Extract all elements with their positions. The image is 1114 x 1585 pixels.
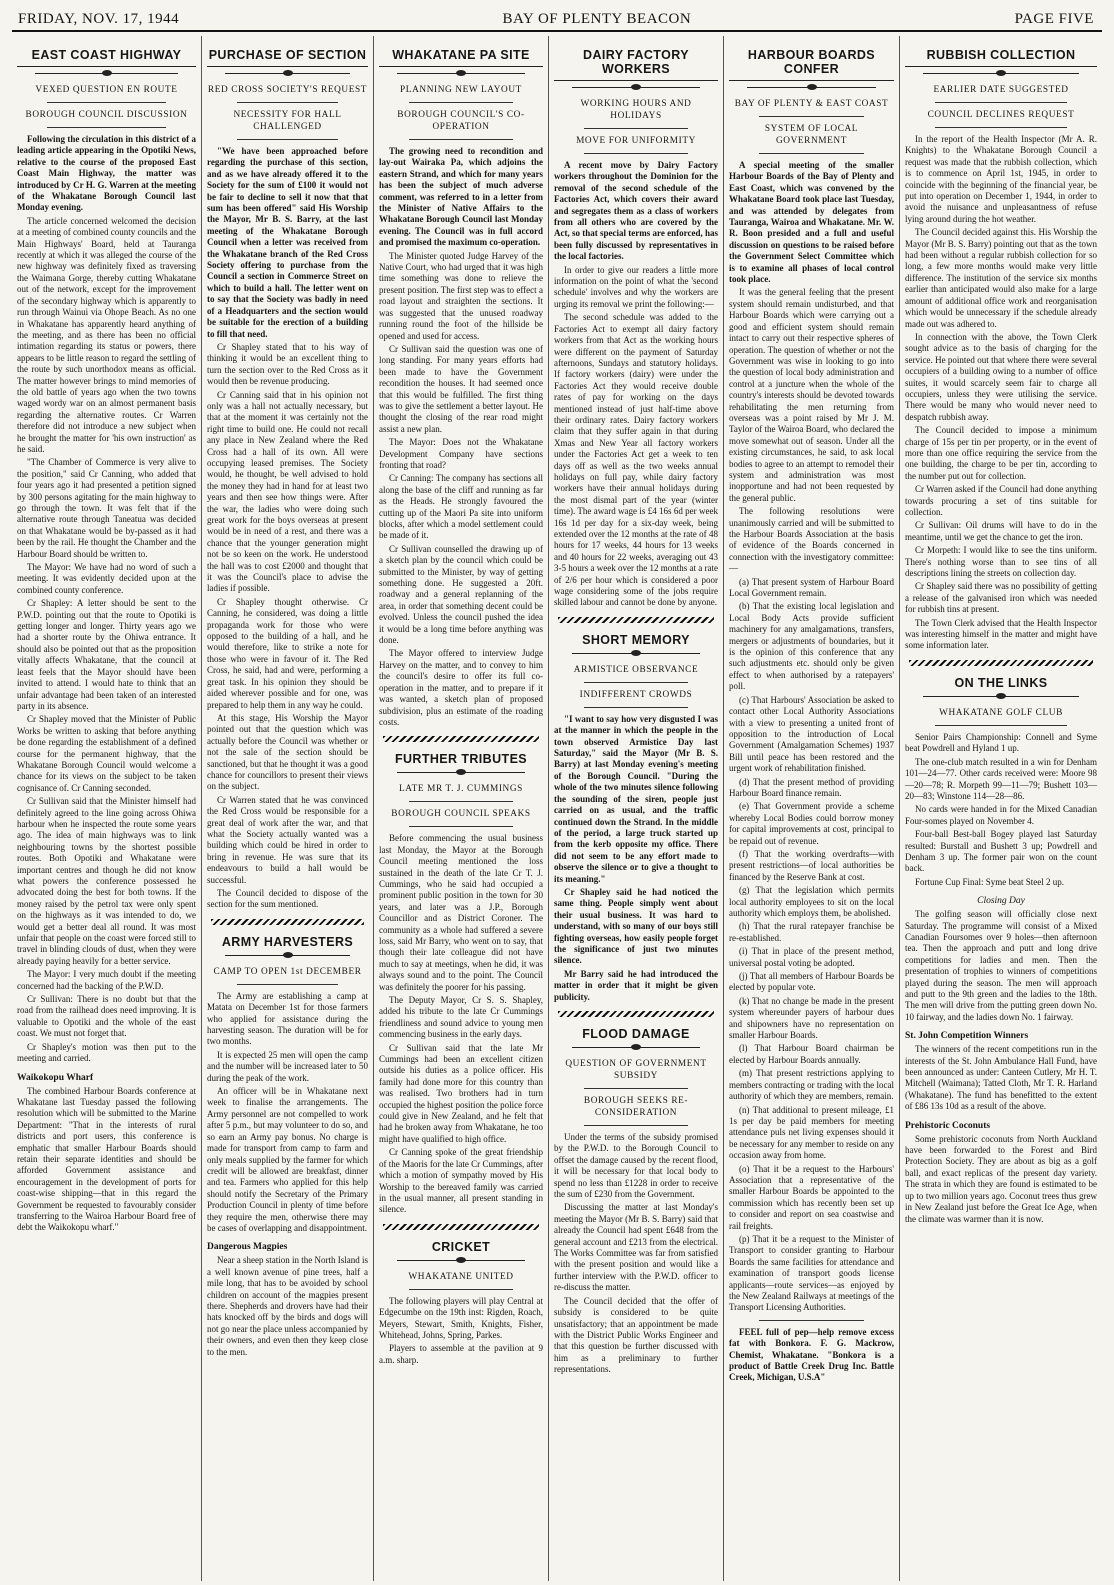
subheading: COUNCIL DECLINES REQUEST [927, 110, 1075, 120]
paragraph: Under the terms of the subsidy promised by the P.W.D. to the Borough Council to offset the damage caused by the recent flood, it will be necessary for that local body to spend no less than £1228 in order to receive the sum of £230 from the Government. [554, 1132, 718, 1200]
divider-ornament [572, 83, 700, 93]
divider [759, 153, 864, 154]
subheading: BOROUGH COUNCIL DISCUSSION [25, 110, 188, 120]
divider-ornament [572, 649, 700, 659]
columns [12, 36, 1102, 1581]
divider [409, 1289, 513, 1290]
paragraph: Four-ball Best-ball Bogey played last Saturday resulted: Burstall and Bushett 3 up; Powdrell and Denham 3 up. The former pair won on the count back. [905, 829, 1097, 874]
paragraph: The Mayor offered to interview Judge Harvey on the matter, and to convey to him the council's desire to offer its full co-operation in the matter, and to prepare if it was wanted, a sketch plan of proposed subdivision, plus an estimate of the roading costs. [379, 648, 543, 727]
paragraph: The article concerned welcomed the decision at a meeting of combined county councils and the Main Highways' Board, held at Tauranga recently at which it was alleged the course of the new highway was definitely fixed as traversing the Waimana Gorge, thereby cutting Whakatane out of the network, except for the improvement of the secondary highway which is apparently to run through Wainui via Ohope Beach. As no one in Whakatane has apparently heard anything of the meeting, and as there has been no official intimation regarding its status or powers, there appears to be little reason to regard the settling of the route by such unorthodox means as official. The matter however brings to mind memories of the old battle of years ago when the two towns waged wordy war on an almost permanent basis regarding the alternative routes. Cr Warren therefore did not introduce a new subject when he brought the matter for 'his own instruction' as he said. [17, 215, 196, 454]
divider [584, 707, 688, 708]
divider [237, 139, 338, 140]
article-title: FURTHER TRIBUTES [394, 752, 528, 767]
divider [584, 1088, 688, 1089]
divider [584, 682, 688, 683]
resolution-item: (j) That all members of Harbour Boards be elected by popular vote. [729, 971, 894, 993]
paragraph: In order to give our readers a little more information on the point of what the 'second schedule' involves and why the workers are urging its removal we print the following:— [554, 264, 718, 309]
paragraph: Cr Canning said that in his opinion not only was a hall not actually necessary, but that at the moment it was certainly not the right time to build one. He could not recall any place in New Zealand where the Red Cross had a hall of its own. All were occupying leased premises. The Society would, he thought, be well advised to hold the money they had in hand for at least two years and then see how things were. After the war, the ladies who were doing such great work for the boys overseas at present would be in need of a rest, and there was a chance that the younger generation might not be so keen on the work. He understood the hall was to cost £2000 and thought that it was the Council's place to advise the ladies if possible. [207, 389, 368, 594]
paragraph: Discussing the matter at last Monday's meeting the Mayor (Mr B. S. Barry) said that already the Council had spent £648 from the general account and £213 from the electrical. The Works Committee was far from satisfied with the present position and would like a further interview with the P.W.D. officer to re-discuss the matter. [554, 1202, 718, 1293]
divider-ornament [923, 69, 1079, 79]
column-purchase-of-section [202, 36, 374, 1581]
subheading: MOVE FOR UNIFORMITY [576, 136, 696, 146]
resolution-item: (k) That no change be made in the present system whereunder payers of harbour dues and shipowners have no representation on smaller Harbour Boards. [729, 995, 894, 1041]
subheading: CAMP TO OPEN 1st DECEMBER [213, 966, 362, 977]
paragraph: Near a sheep station in the North Island is a well known avenue of pine trees, half a mile long, that has to be avoided by school children on account of the magpies present there. Shepherds and drovers have had their hats knocked off by the birds and dogs will not go near the place unless accompanied by their owners, and even then they keep close to the men. [207, 1255, 368, 1357]
divider-ornament [397, 69, 525, 79]
divider [237, 102, 338, 103]
paragraph: Cr Shapley said he had noticed the same thing. People simply went about their usual business. It was hard to understand, with so many of our boys still fighting overseas, how easily people forget the significance of just two minutes silence. [554, 886, 718, 966]
paragraph: The Council decided to dispose of the section for the sum mentioned. [207, 888, 368, 910]
divider [935, 725, 1067, 726]
paragraph: Fortune Cup Final: Syme beat Steel 2 up. [915, 876, 1064, 887]
divider [47, 127, 166, 128]
subheading: RED CROSS SOCIETY'S REQUEST [207, 85, 368, 95]
paragraph: The Mayor: We have had no word of such a meeting. It was evidently decided upon at the combined county conference. [17, 562, 196, 595]
subheading: QUESTION OF GOVERNMENT SUBSIDY [565, 1059, 707, 1081]
subheading: ARMISTICE OBSERVANCE [573, 664, 699, 675]
resolution-item: (m) That present restrictions applying to members contracting or trading with the local authority of which they are members, remain. [729, 1068, 894, 1102]
resolution-item: (i) That in place of the present method, universal postal voting be adopted. [729, 946, 894, 968]
subheading: LATE MR T. J. CUMMINGS [399, 784, 523, 795]
paragraph: Before commencing the usual business last Monday, the Mayor at the Borough Council meeting mentioned the loss sustained in the death of the late Cr T. J. Cummings, who he said had occupied a prominent public position in the town for 30 years, and later was a J.P., Borough Councillor and as District Coroner. The community as a whole had suffered a severe loss, said Mr Barry, who went on to say, that though their late colleague did not have much to say at meetings, when he did, it was always sound and to the point. The Council was definitely the poorer for his passing. [379, 833, 543, 992]
paragraph: Some prehistoric coconuts from North Auckland have been forwarded to the Forest and Bird Protection Society. They are about as big as a golf ball, and exact replicas of the present day variety. The strata in which they are found is estimated to be up to two million years ago. Coconut trees thus grew in New Zealand just before the Great Ice Age, when the climate was warmer than it is now. [905, 1133, 1097, 1224]
side-heading: Dangerous Magpies [207, 1242, 288, 1253]
paragraph: The Mayor: Does not the Whakatane Development Company have sections fronting that road? [379, 437, 543, 470]
resolution-item: (d) That the present method of providing Harbour Board finance remain. [729, 776, 894, 798]
subheading: INDIFFERENT CROWDS [579, 689, 693, 700]
paragraph: The combined Harbour Boards conference at Whakatane last Tuesday passed the following resolution which will be submitted to the Marine Department: "That in the interests of rural districts and port users, this conference is emphatic that smaller Harbour Boards should retain their separate identities and should be afforded Government assistance and encouragement in the development of ports for coast-wise shipping—that in this regard the Government be requested to favourably consider transferring to the Wairoa Harbour Board free of debt the Waikokopu wharf." [17, 1085, 196, 1233]
paragraph: The Deputy Mayor, Cr S. S. Shapley, added his tribute to the late Cr Cummings friendliness and sound advice to young men commencing business in the early days. [379, 995, 543, 1040]
lead-paragraph: A recent move by Dairy Factory workers throughout the Dominion for the removal of the second schedule of the Factories Act, which covers their award and segregates them as a class of workers from all others who are covered by the Act, so that special terms are enforced, has been fully discussed by representatives in the local factories. [554, 160, 718, 262]
article-title: WHAKATANE PA SITE [379, 36, 543, 67]
paragraph: Senior Pairs Championship: Connell and Syme beat Powdrell and Hyland 1 up. [905, 731, 1097, 754]
article-title: CRICKET [431, 1239, 491, 1254]
resolution-item: (n) That additional to present mileage, £1 1s per day be paid members for meeting attendance puls net living expenses should it be necessary for any member to reside on any occasion away from home. [729, 1104, 894, 1161]
article-title: ON THE LINKS [954, 675, 1048, 690]
lead-paragraph: The growing need to recondition and lay-out Wairaka Pa, which adjoins the eastern Strand, and which for many years has been the subject of much adverse comment, was referred to in a letter from the Minister of Native Affairs to the Whakatane Borough Council last Monday evening. The Council was in full accord and promised the maximum co-operation. [379, 146, 543, 248]
paragraph: In the report of the Health Inspector (Mr A. R. Knights) to the Whakatane Borough Council a request was made that the rubbish collection, which is to commence on April 1st, 1945, in order to coincide with the beginning of the financial year, be put into operation on December 1, 1944, in order to avoid the nuisance and unpleasantness of refuse lying around during the hot weather. [905, 134, 1097, 224]
divider [409, 102, 513, 103]
divider [409, 801, 513, 802]
paragraph: The Mayor: I very much doubt if the meeting concerned had the backing of the P.W.D. [17, 969, 196, 991]
divider-ornament [397, 768, 525, 778]
paragraph: Cr Warren asked if the Council had done anything towards procuring a set of tins suitable for collection. [905, 484, 1097, 517]
paragraph: Cr Shapley moved that the Minister of Public Works be written to asking that before anything be done regarding the establishment of a defined course for the permanent highway, that the Whakatane Borough Council would welcome a chance for its views on the subject to be taken cognisance of. Cr Canning seconded. [17, 714, 196, 793]
paragraph: The winners of the recent competitions run in the interests of the St. John Ambulance Hall Fund, have been announced as under: Canteen Cutlery, Mr H. T. Mitchell (Waimana); Tatted Cloth, Mr T. R. Harland (Whakatane). The fund has benefitted to the extent of £86 13s 10d as a result of the above. [905, 1044, 1097, 1112]
divider [237, 984, 338, 985]
divider-ornament [572, 1043, 700, 1053]
resolution-item: (a) That present system of Harbour Board Local Government remain. [729, 576, 894, 599]
resolution-item: (g) That the legislation which permits local authority employees to sit on the local authority which employs them, be abolished. [729, 885, 894, 918]
section-divider [211, 919, 364, 925]
paragraph: Players to assemble at the pavilion at 9 a.m. sharp. [379, 1343, 543, 1365]
subheading: WHAKATANE GOLF CLUB [939, 707, 1063, 718]
paragraph: Cr Shapley said there was no possibility of getting a release of the galvanised iron which was needed for rubbish tins at present. [905, 581, 1097, 615]
side-heading: St. John Competition Winners [905, 1031, 1029, 1042]
divider-ornament [225, 951, 350, 961]
subheading: SYSTEM OF LOCAL GOVERNMENT [764, 124, 859, 146]
resolution-item: (e) That Government provide a scheme whereby Local Bodies could borrow money for capital improvements at cost, principal to be repaid out of revenue. [729, 801, 894, 846]
paragraph: At this stage, His Worship the Mayor pointed out that the question which was actually before the Council was whether or not the sale of the section should be sanctioned, but that he thought it was a good chance for councillors to present their views on the subject. [207, 712, 368, 792]
paragraph: Cr Sullivan counselled the drawing up of a sketch plan by the council which could be submitted to the Minister, by way of getting something done. He suggested a 20ft. roadway and a general replanning of the area, in order that something decent could be evolved. Unless the council pushed the idea it would be a long time before anything was done. [379, 543, 543, 646]
article-title: PURCHASE OF SECTION [207, 36, 368, 67]
paragraph: Cr Shapley thought otherwise. Cr Canning, he considered, was doing a little propaganda work for those who were opposed to the building of a hall, and he would therefore, like to strike a note for those who were in favour of it. The Red Cross, he said, had and were, performing a great task. In his opinion they should be aided wherever possible and for one, was prepared to help them in any way he could. [207, 596, 368, 710]
section-divider [558, 1011, 714, 1017]
resolution-item: (b) That the existing local legislation and Local Body Acts provide sufficient machinery for any amalgamations, transfers, mergers or adjustments of boundaries, but it is the opinion of this conference that any such adjustments etc. should only be given effect to when authorised by a ratepayers' poll. [729, 601, 894, 692]
column-east-coast-highway [12, 36, 202, 1581]
article-title: FLOOD DAMAGE [582, 1027, 690, 1041]
paragraph: Mr Barry said he had introduced the matter in order that it might be given publicity. [554, 968, 718, 1002]
paragraph: It is expected 25 men will open the camp and the number will be increased later to 50 during the peak of the work. [207, 1049, 368, 1083]
subheading: BOROUGH COUNCIL SPEAKS [391, 809, 531, 820]
article-title: EAST COAST HIGHWAY [17, 36, 196, 67]
article-title: RUBBISH COLLECTION [905, 36, 1097, 67]
divider [409, 139, 513, 140]
divider [935, 102, 1067, 103]
side-heading: Waikokopu Wharf [17, 1072, 94, 1083]
newspaper-name: BAY OF PLENTY BEACON [502, 11, 692, 27]
paragraph: No cards were handed in for the Mixed Canadian Four-somes played on November 4. [905, 804, 1097, 826]
subheading: EARLIER DATE SUGGESTED [933, 85, 1069, 95]
paragraph: Cr Canning: The company has sections all along the base of the cliff and running as far as the Heads. He strongly favoured the cutting up of the Maori Pa site into uniform blocks, after which a model settlement could be made of it. [379, 473, 543, 541]
section-divider [558, 617, 714, 623]
subheading: VEXED QUESTION EN ROUTE [35, 85, 178, 95]
subheading: WORKING HOURS AND HOLIDAYS [580, 99, 692, 121]
resolution-item: (f) That the working overdrafts—with present restrictions—of local authorities be financed by the Reserve Bank at cost. [729, 848, 894, 882]
paragraph: The Minister quoted Judge Harvey of the Native Court, who had urged that it was high time something was done to relieve the present position. The first step was to effect a road layout and straighten the sections. It was suggested that the unused roadway running round the foot of the hillside be opened and used for access. [379, 250, 543, 341]
divider [584, 1125, 688, 1126]
resolution-item: (o) That it be a request to the Harbours' Association that a representative of the smaller Harbour Boards be appointed to the commission which has recently been set up to consider and report on sea coastwise and rail freights. [729, 1163, 894, 1231]
divider [409, 826, 513, 827]
masthead [12, 6, 1102, 32]
subheading: BAY OF PLENTY & EAST COAST [734, 99, 889, 109]
divider [935, 127, 1067, 128]
divider-ornament [35, 69, 178, 79]
paragraph: Cr Shapley stated that to his way of thinking it would be an excellent thing to turn the section over to the Red Cross as it would then be revenue producing. [207, 341, 368, 387]
paragraph: Cr Shapley: A letter should be sent to the P.W.D. pointing out that the route to Opotiki is getting longer and longer. Thirty years ago we had a shorter route by the Ohiwa entrance. It should also be pointed out that as the proposition vitally affects Whakatane, that the council at least feels that the Mayor should have been invited to attend. I would hate to think that an unfair advantage had been taken of an interested party in its absence. [17, 598, 196, 711]
article-title: ARMY HARVESTERS [221, 934, 354, 949]
column-dairy-factory-workers [549, 36, 724, 1581]
paragraph: Cr Sullivan: Oil drums will have to do in the meantime, until we get the chance to get the iron. [905, 520, 1097, 542]
section-divider [383, 1224, 539, 1230]
subheading: PLANNING NEW LAYOUT [400, 85, 522, 95]
paragraph: Cr Sullivan said the question was one of long standing. For many years efforts had been made to have the Government recondition the houses. It had seemed once that this would be fulfilled. The first thing was to give the settlement a better layout. He thought the closing of the rear road might assist a new plan. [379, 343, 543, 434]
side-heading: Prehistoric Coconuts [905, 1120, 991, 1131]
paragraph: The one-club match resulted in a win for Denham 101—24—77. Other cards received were: Moore 98—20—78; R. Morpeth 99—11—79; Bushett 103—20—83; Winstone 114—28—86. [905, 756, 1097, 801]
paragraph: "The Chamber of Commerce is very alive to the position," said Cr Canning, who added that four years ago it had presented a petition signed by 300 persons agitating for the main highway to go through the town. It was felt that if the alternative route through Taneatua was decided on that Whakatane would be by-passed as it had been by the rail. He thought the Chamber and the Harbour Board should be written to. [17, 457, 196, 559]
divider-ornament [747, 83, 876, 93]
paragraph: It was the general feeling that the present system should remain undisturbed, and that Harbour Boards which were carrying out a good and efficient system should remain intact to carry out their respective spheres of operation. The question of whether or not the Government was wise in looking to go into the question of local body administration and control at a juncture when the whole of the country's interests should be devoted towards rehabilitating the men returning from overseas was a point raised by Mr J. M. Taylor of the Wairoa Board, who declared the move somewhat out of season. Under all the existing circumstances, he said, to ask local bodies to agree to an attempt to remodel their system and administration was most inopportune and had not been requested by the general public. [729, 287, 894, 503]
paragraph: Cr Sullivan said that the Minister himself had definitely agreed to the line going across Ohiwa harbour when he inspected the route some years ago. The idea of main highways was to link neighbouring towns by the shortest possible routes. Both Opotiki and Whakatane were important centres and though he did not know what powers the conference possessed he advocated doing the best for both towns. If the money raised by the petrol tax were only spent on the highways as it was intended to do, we would get a better deal all round. It was most unfair that people on the coast were forced still to travel in blinding clouds of dust, when they were already paying heavily for a better service. [17, 796, 196, 966]
paragraph: Cr Shapley's motion was then put to the meeting and carried. [17, 1041, 196, 1064]
paragraph: Cr Sullivan: There is no doubt but that the road from the railhead does need improving. It is valuable to Opotiki and the whole of the east coast. We must not forget that. [17, 994, 196, 1039]
paragraph: The Council decided that the offer of subsidy is considered to be quite unsatisfactory; that an appointment be made with the District Public Works Engineer and that this question be further discussed with him as a preliminary to further representations. [554, 1295, 718, 1375]
paragraph: Cr Warren stated that he was convinced the Red Cross would be responsible for a great deal of work after the war, and that what the Society actually wanted was a building which could be hired in order to bring in revenue. He was sure that its endeavours to build a hall would be successful. [207, 794, 368, 885]
issue-date: FRIDAY, NOV. 17, 1944 [18, 11, 180, 27]
advertisement: FEEL full of pep—help remove excess fat with Bonkora. F. G. Mackrow, Chemist, Whakatane. "Bonkora is a product of Battle Creek Drug Inc. Battle Creek, Michigan, U.S.A" [729, 1326, 894, 1383]
article-title: DAIRY FACTORY WORKERS [554, 36, 718, 81]
subheading: NECESSITY FOR HALL CHALLENGED [233, 110, 342, 132]
article-title: SHORT MEMORY [582, 632, 690, 647]
paragraph: The golfing season will officially close next Saturday. The programme will consist of a Mixed Canadian Foursomes over 9 holes—then afternoon tea. Then the approach and putt and long drive competitions for ladies and men. Then the presentation of trophies to winners of competitions played during the season. The men will approach and putt to the 9th green and the ladies to the 18th. The men will drive from the putting green down No. 10 fairway, and the ladies down No. 1 fairway. [905, 909, 1097, 1022]
subheading: WHAKATANE UNITED [408, 1271, 514, 1282]
paragraph: In connection with the above, the Town Clerk sought advice as to the basis of charging for the service. He pointed out that where there were several occupiers of a building owing to a number of office suites, it would scarcely seem fair to charge all occupiers, unless they were utilising the service. There would be many who would never need to despatch rubbish away. [905, 331, 1097, 422]
paragraph: The following players will play Central at Edgecumbe on the 19th inst: Rigden, Roach, Meyers, Stewart, Smith, Knights, Fisher, Whitehead, Johns, Spring, Parkes. [379, 1295, 543, 1340]
paragraph: The Town Clerk advised that the Health Inspector was interesting himself in the matter and might have some information later. [905, 617, 1097, 651]
section-divider [383, 736, 539, 742]
paragraph: The Army are establishing a camp at Matata on December 1st for those farmers who applied for assistance during the harvesting season. The duration will be for two months. [207, 990, 368, 1047]
divider-ornament [397, 1256, 525, 1266]
column-harbour-boards-confer [724, 36, 900, 1581]
divider [759, 1320, 864, 1321]
resolution-item: (l) That Harbour Board chairman be elected by Harbour Boards annually. [729, 1043, 894, 1065]
resolution-item: (h) That the rural ratepayer franchise be re-established. [729, 921, 894, 943]
paragraph: An officer will be in Whakatane next week to finalise the arrangements. The Army personnel are not compelled to work after 5 p.m., but may volunteer to do so, and so earn an Army pay bonus. No charge is made for transport from camp to farm and only meals supplied by the farmer for which credit will be allowed are breakfast, dinner and tea. Farmers who applied for this help should notify the Secretary of the Primary Production Council in plenty of time before they require the men, otherwise there may be cases of overlapping and disappointment. [207, 1086, 368, 1233]
lead-paragraph: A special meeting of the smaller Harbour Boards of the Bay of Plenty and East Coast, which was convened by the Whakatane Board took place last Tuesday, and was attended by delegates from Tauranga, Wairoa and Whakatane. Mr. W. R. Boon presided and a full and useful discussion on questions to be raised before the Government Select Committee which is to examine all phases of local control took place. [729, 160, 894, 285]
side-heading: Closing Day [977, 896, 1025, 907]
paragraph: The second schedule was added to the Factories Act to exempt all dairy factory workers from that Act as the working hours were different on the payment of Saturday afternoons, Sundays and statutory holidays. If factory workers (dairy) were under the Factories Act they would receive double rates of pay for working on the days mentioned instead of just half-time above their ordinary rates. Dairy factory workers claim that they suffer again in that during Xmas and New Year all factory workers under the Factories Act get a week to ten days off as well as the two weeks annual holidays on full pay, while dairy factory workers have their annual holidays during the most dismal part of the year (winter time). The award wage is £4 16s 6d per week 16s 1d per day for a six-day week, being extended over the 12 months at the rate of 48 hours for 17 weeks, 44 hours for 13 weeks and 40 hours for 22 weeks, averaging out 43 3-5 hours a week over the 12 months at a rate of 2/6 per hour which is considered a poor wage considering some of the jobs require skilled labour and cannot be done by anyone. [554, 312, 718, 608]
lead-paragraph: "We have been approached before regarding the purchase of this section, and as we have already offered it to the Society for the sum of £100 it would not be fair to decline to sell it now that that sum has been offered" said His Worship the Mayor, Mr B. S. Barry, at the last meeting of the Whakatane Borough Council when a letter was received from the Whakatane branch of the Red Cross Society offering to purchase from the Council a section in Commerce Street on which to build a hall. The letter went on to say that the Society was badly in need of a Headquarters and the section would be suitable for the erection of a building to fill that need. [207, 146, 368, 339]
paragraph: Cr Morpeth: I would like to see the tins uniform. There's nothing worse than to see tins of all descriptions lining the streets on collection day. [905, 545, 1097, 579]
subheading: BOROUGH SEEKS RE-CONSIDERATION [583, 1096, 689, 1118]
paragraph: The Council decided to impose a minimum charge of 15s per tin per property, or in the event of more than one office requiring the service from the one building, the charge to be per tin, according to the number put out for collection. [905, 425, 1097, 481]
column-rubbish-collection [900, 36, 1102, 1581]
subheading: BOROUGH COUNCIL'S CO-OPERATION [397, 110, 525, 132]
divider-ornament [923, 692, 1079, 702]
paragraph: Cr Sullivan said that the late Mr Cummings had been an excellent citizen outside his duties as a police officer. His family had done more for this country than was realised. Two brothers had in turn occupied the highest position the police force could give in New Zealand, and he felt that had he broken away from Whakatane, he too might have qualified to high office. [379, 1042, 543, 1144]
page-number: PAGE FIVE [1014, 11, 1094, 27]
resolution-item: (c) That Harbours' Association be asked to contact other Local Authority Associations with a view to presenting a united front of opposition to the introduction of Local Government (Amalgamation Schemes) 1937 Bill until peace has been restored and the urgent work of rehabilitation finished. [729, 694, 894, 774]
divider-ornament [225, 69, 350, 79]
lead-paragraph: Following the circulation in this district of a leading article appearing in the Opotiki News, relative to the course of the proposed East Coast Main Highway, the matter was introduced by Cr H. G. Warren at the meeting of the Whakatane Borough Council last Monday evening. [17, 134, 196, 213]
lead-paragraph: "I want to say how very disgusted I was at the manner in which the people in the town observed Armistice Day last Saturday," said the Mayor (Mr B. S. Barry) at last Monday evening's meeting of the Borough Council. "During the whole of the two minutes silence following the sounding of the siren, people just carried on as usual, and the traffic continued down the Strand. In the middle of the period, a large truck started up from the kerb opposite my office. There did not seem to be any effort made to observe the silence or to give a thought to its meaning." [554, 713, 718, 884]
column-whakatane-pa-site [374, 36, 549, 1581]
section-divider [909, 660, 1093, 666]
paragraph: The Council decided against this. His Worship the Mayor (Mr B. S. Barry) pointing out that as the town had been without a regular rubbish collection for so long, a few more months would make very little difference. The institution of the service six months earlier than anticipated would also make for a large amount of additional office work and reorganisation which would be unnecessary if the schedule already made out was adhered to. [905, 227, 1097, 329]
resolution-item: (p) That it be a request to the Minister of Transport to consider granting to Harbour Boards the same facilities for attendance and examination of transport goods license applicants—route services—as enjoyed by the New Zealand Railways at meetings of the Transport Licensing Authorities. [729, 1233, 894, 1313]
paragraph: The following resolutions were unanimously carried and will be submitted to the Harbour Boards Association at the basis of evidence of the Boards concerned in connection with the investigatory committee:— [729, 506, 894, 574]
divider [759, 116, 864, 117]
paragraph: Cr Canning spoke of the great friendship of the Maoris for the late Cr Cummings, after which a motion of sympathy moved by His Worship to the bereaved family was carried in the usual manner, all present standing in silence. [379, 1147, 543, 1215]
divider [584, 128, 688, 129]
article-title: HARBOUR BOARDS CONFER [729, 36, 894, 81]
divider [47, 102, 166, 103]
divider [584, 153, 688, 154]
